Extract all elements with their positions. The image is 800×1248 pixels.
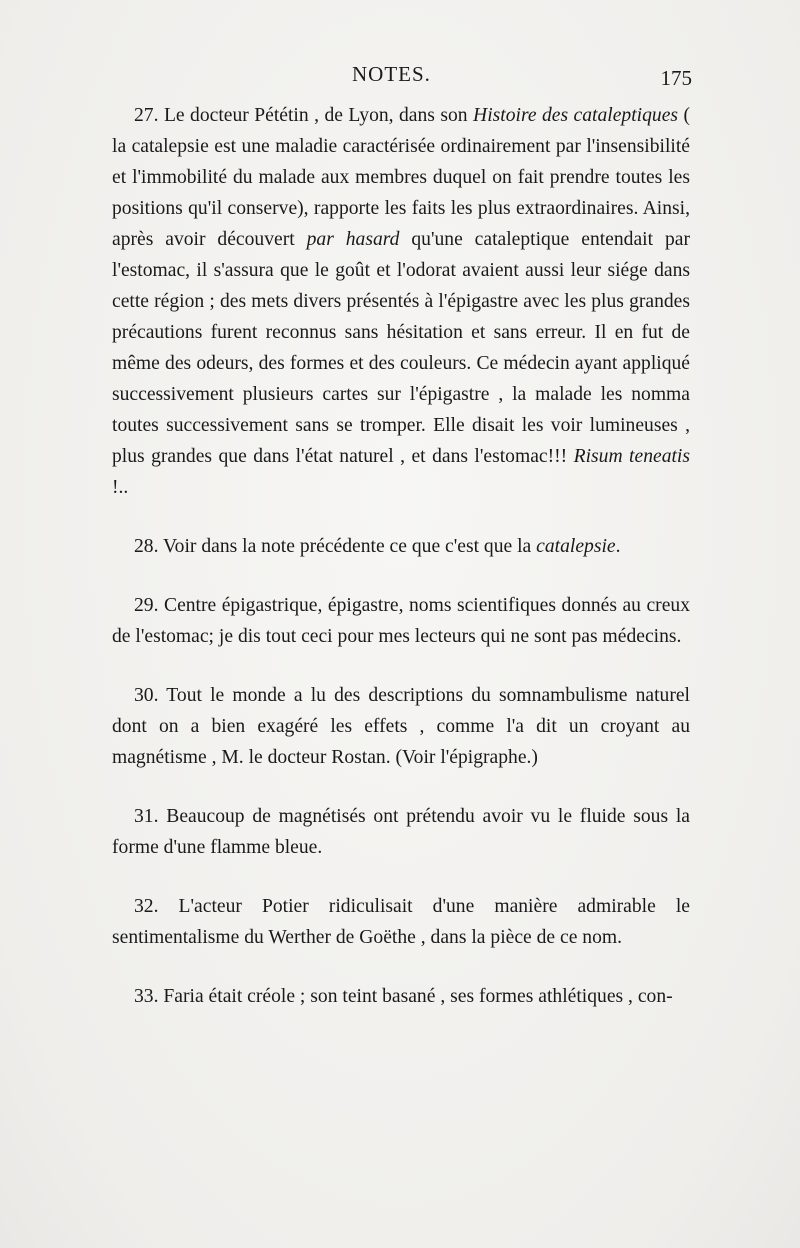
- page-number: 175: [660, 66, 692, 90]
- note-text: !..: [112, 477, 129, 498]
- note-number: 29.: [134, 595, 159, 616]
- note-27: [112, 100, 690, 503]
- note-number: 32.: [134, 896, 159, 917]
- note-text: .: [615, 536, 621, 557]
- running-header: [112, 62, 692, 98]
- note-number: 33.: [134, 986, 159, 1007]
- note-number: 27.: [134, 105, 159, 126]
- notes-list: [112, 100, 690, 1040]
- note-text: Voir dans la note précédente ce que c'est que la: [158, 536, 537, 557]
- note-30: [112, 680, 690, 773]
- note-text: Faria était créole ; son teint basané , ses formes athlétiques , con-: [158, 986, 673, 1007]
- note-italic-text: Risum teneatis: [573, 446, 690, 467]
- note-text: qu'une cataleptique entendait par l'estomac, il s'assura que le goût et l'odorat avaient aussi leur siége dans cette région ; des mets divers présentés à l'épigastre avec les plus grandes précautions furent reconnus sans hésitation et sans erreur. Il en fut de même des odeurs, des formes et des couleurs. Ce médecin ayant appliqué successivement plusieurs cartes sur l'épigastre , la malade les nomma toutes successivement sans se tromper. Elle disait les voir lumineuses , plus grandes que dans l'état naturel , et dans l'estomac!!!: [112, 229, 690, 467]
- note-31: [112, 801, 690, 863]
- note-text: ( la catalepsie est une maladie caractérisée ordinairement par l'insensibilité et l'immobilité du malade aux membres duquel on fait prendre toutes les positions qu'il conserve), rapporte les faits les plus extraordinaires. Ainsi, après avoir découvert: [112, 105, 691, 250]
- note-33: [112, 981, 690, 1012]
- page-title: NOTES.: [352, 62, 431, 86]
- note-number: 28.: [134, 536, 159, 557]
- note-32: [112, 891, 690, 953]
- note-italic-text: catalepsie: [536, 536, 616, 557]
- note-text: Le docteur Pététin , de Lyon, dans son: [158, 105, 474, 126]
- note-italic-text: Histoire des cataleptiques: [473, 105, 679, 126]
- note-italic-text: par hasard: [306, 229, 400, 250]
- note-number: 31.: [134, 806, 159, 827]
- note-28: [112, 531, 690, 562]
- note-text: L'acteur Potier ridiculisait d'une manière admirable le sentimentalisme du Werther de Goëthe , dans la pièce de ce nom.: [112, 896, 690, 948]
- note-text: Centre épigastrique, épigastre, noms scientifiques donnés au creux de l'estomac; je dis tout ceci pour mes lecteurs qui ne sont pas médecins.: [112, 595, 690, 647]
- note-text: Tout le monde a lu des descriptions du somnambulisme naturel dont on a bien exagéré les effets , comme l'a dit un croyant au magnétisme , M. le docteur Rostan. (Voir l'épigraphe.): [112, 685, 690, 768]
- note-number: 30.: [134, 685, 159, 706]
- note-29: [112, 590, 690, 652]
- note-text: Beaucoup de magnétisés ont prétendu avoir vu le fluide sous la forme d'une flamme bleue.: [112, 806, 690, 858]
